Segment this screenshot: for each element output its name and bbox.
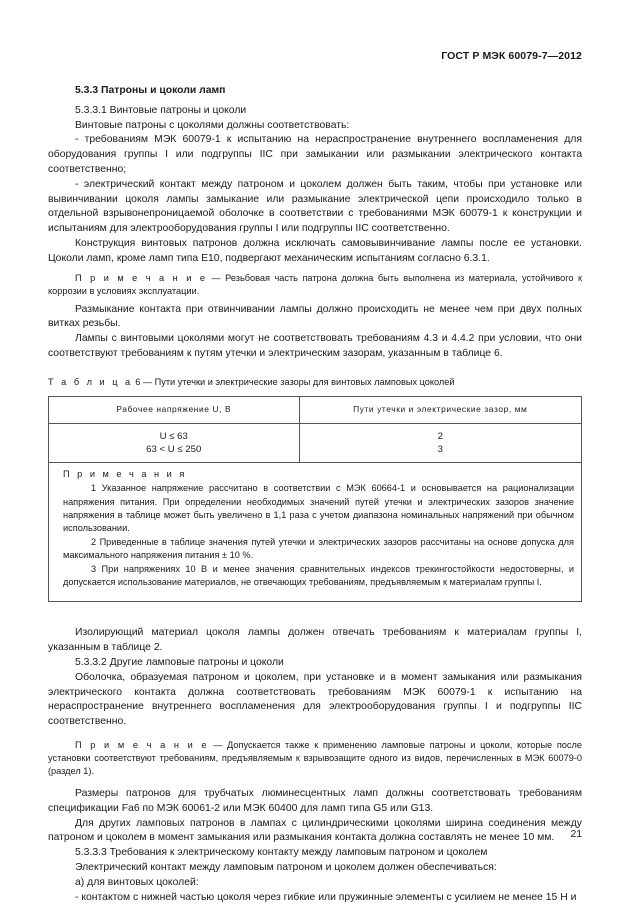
paragraph: Размыкание контакта при отвинчивании лампы должно происходить не менее чем при двух полных витках резьбы. bbox=[48, 303, 582, 330]
table-value: 3 bbox=[437, 444, 443, 456]
table-value: 63 < U ≤ 250 bbox=[146, 444, 202, 456]
table-header-voltage: Рабочее напряжение U, В bbox=[49, 396, 300, 423]
table-caption-text: 6 — Пути утечки и электрические зазоры для винтовых ламповых цоколей bbox=[132, 376, 455, 387]
paragraph: Оболочка, образуемая патроном и цоколем, при установке и в момент замыкания или размыкания электрического контакта должна соответствовать требованиям МЭК 60079-1 к испытанию на нераспространение внутреннего воспламенения для электрооборудования группы I и подгруппы IIC соответственно. bbox=[48, 671, 582, 728]
document-header: ГОСТ Р МЭК 60079-7—2012 bbox=[441, 50, 582, 62]
table-caption bbox=[48, 376, 582, 389]
table-note: 3 При напряжениях 10 В и менее значения сравнительных индексов трекингостойкости недостоверны, и допускается использование материалов, не отвечающих требованиям, предъявляемым к материалам группы I. bbox=[63, 563, 574, 587]
paragraph: Конструкция винтовых патронов должна исключать самовывинчивание лампы после ее установки. Цоколи ламп, кроме ламп типа Е10, подвергают механическим испытаниям согласно 6.3.1. bbox=[48, 237, 582, 264]
table-header-row bbox=[49, 396, 582, 423]
table-caption-label: Т а б л и ц а bbox=[48, 376, 133, 387]
note-text: — Допускается также к применению ламповые патроны и цоколи, которые после установки соответствуют требованиям, предъявляемым к взрывозащите одного из видов, перечисленных в МЭК 60079-0 (раздел 1). bbox=[48, 739, 582, 776]
paragraph: - требованиям МЭК 60079-1 к испытанию на нераспространение внутреннего воспламенения для оборудования группы I или подгруппы IIC при замыкании или размыкании электрического контакта соответственно; bbox=[48, 134, 582, 175]
section-5-3-3-3-title: 5.3.3.3 Требования к электрическому контакту между ламповым патроном и цоколем bbox=[75, 847, 488, 859]
table-cell-clearances bbox=[299, 423, 582, 462]
table-row bbox=[49, 423, 582, 462]
table-6 bbox=[48, 396, 582, 603]
table-value: 2 bbox=[437, 430, 443, 442]
paragraph: Для других ламповых патронов в лампах с цилиндрическими цоколями ширина соединения между патроном и цоколем в момент замыкания или размыкания контакта должна составлять не менее 10 мм. bbox=[48, 817, 582, 844]
paragraph: Лампы с винтовыми цоколями могут не соответствовать требованиям 4.3 и 4.4.2 при условии, что они соответствуют требованиям к путям утечки и электрическим зазорам, указанным в таблице 6. bbox=[48, 333, 582, 359]
table-note: 2 Приведенные в таблице значения путей утечки и электрических зазоров рассчитаны на основе допуска для максимального напряжения питания ± 10 %. bbox=[63, 536, 574, 561]
table-value: U ≤ 63 bbox=[159, 430, 188, 442]
page-number: 21 bbox=[570, 829, 582, 840]
paragraph: Электрический контакт между ламповым патроном и цоколем должен обеспечиваться: bbox=[75, 861, 497, 873]
note bbox=[48, 739, 582, 778]
table-note: 1 Указанное напряжение рассчитано в соответствии с МЭК 60664-1 и основывается на рационализации напряжения питания. При определении необходимых значений путей утечки и электрических зазоров значение напряжения в таблице может быть увеличено в 1,1 раза с учетом диапазона номинальных напряжений при обычном использовании. bbox=[63, 483, 574, 534]
table-notes bbox=[49, 462, 582, 602]
note-text: — Резьбовая часть патрона должна быть выполнена из материала, устойчивого к коррозии в условиях эксплуатации. bbox=[48, 272, 582, 296]
section-5-3-3-title: 5.3.3 Патроны и цоколи ламп bbox=[75, 85, 226, 96]
paragraph: - контактом с нижней частью цоколя через гибкие или пружинные элементы с усилием не менее 15 Н и bbox=[75, 891, 577, 903]
paragraph: - электрический контакт между патроном и цоколем должен быть таким, чтобы при установке или вывинчивании цоколя лампы замыкание или размыкание электрической цепи происходило только в отдельной взрывонепроницаемой оболочке в соответствии с требованиями МЭК 60079-1 к конструкции и испытаниям для электрооборудования группы I или подгруппы IIC соответственно. bbox=[48, 178, 582, 235]
section-5-3-3-1-title: 5.3.3.1 Винтовые патроны и цоколи bbox=[75, 104, 247, 116]
table-notes-heading: П р и м е ч а н и я bbox=[63, 468, 187, 479]
table-header-clearance: Пути утечки и электрические зазор, мм bbox=[299, 396, 582, 423]
main-text bbox=[48, 84, 582, 905]
paragraph: Размеры патронов для трубчатых люминесцентных ламп должны соответствовать требованиям спецификации Fa6 по МЭК 60061-2 или МЭК 60400 для ламп типа G5 или G13. bbox=[48, 787, 582, 814]
note-label: П р и м е ч а н и е bbox=[75, 739, 209, 750]
section-5-3-3-2-title: 5.3.3.2 Другие ламповые патроны и цоколи bbox=[75, 657, 284, 668]
paragraph: а) для винтовых цоколей: bbox=[75, 876, 199, 888]
note-label: П р и м е ч а н и е bbox=[75, 272, 207, 283]
table-cell-voltages bbox=[49, 423, 300, 462]
note bbox=[48, 272, 582, 298]
paragraph: Винтовые патроны с цоколями должны соответствовать: bbox=[75, 119, 350, 131]
table-notes-row bbox=[49, 462, 582, 602]
paragraph: Изолирующий материал цоколя лампы должен отвечать требованиям к материалам группы I, указанным в таблице 2. bbox=[48, 627, 582, 654]
